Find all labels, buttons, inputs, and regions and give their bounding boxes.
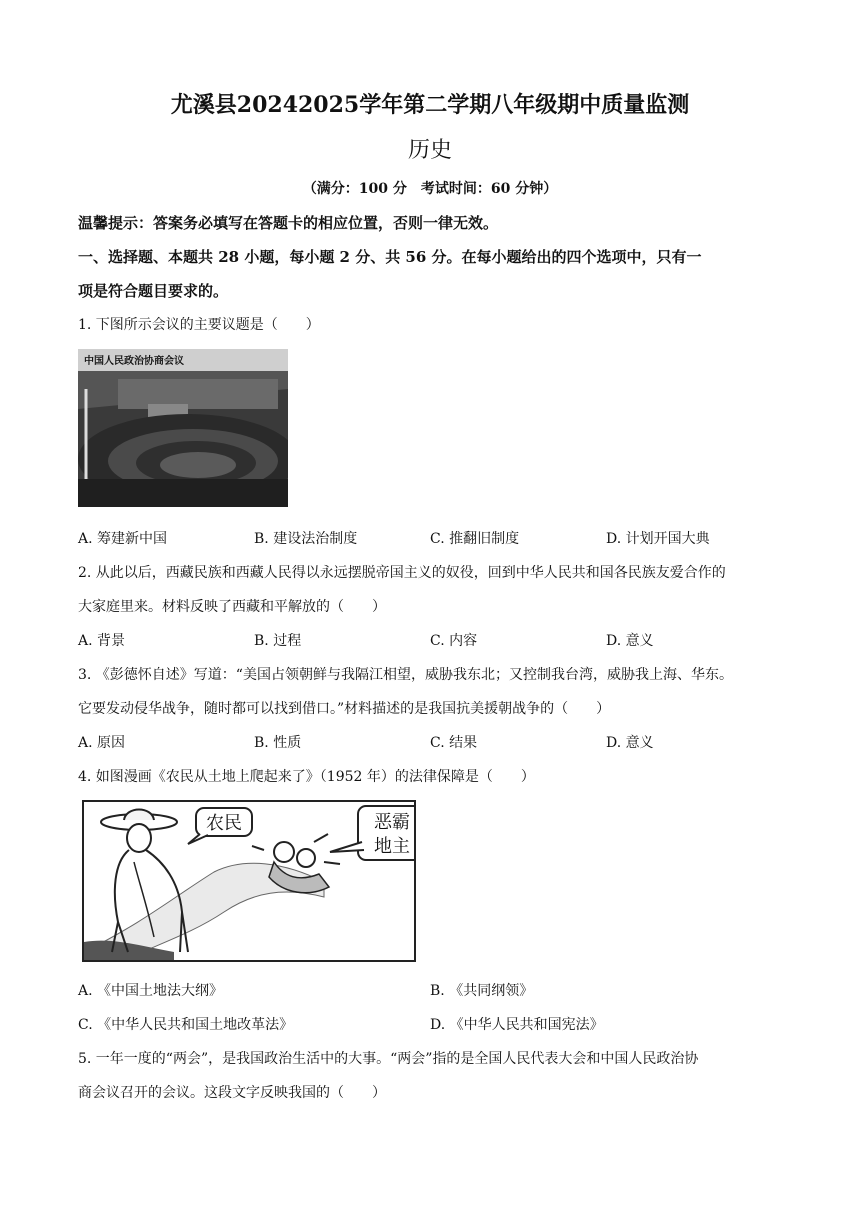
question-5-stem-line1: 5. 一年一度的“两会”，是我国政治生活中的大事。“两会”指的是全国人民代表大会和中国人民政治协 xyxy=(78,1051,699,1067)
photo-banner-text: 中国人民政治协商会议 xyxy=(84,356,184,367)
question-5-stem-line2: 商会议召开的会议。这段文字反映我国的（ ） xyxy=(78,1085,386,1101)
farmer-cartoon-illustration xyxy=(84,802,414,960)
q1-option-d: D. 计划开国大典 xyxy=(606,531,710,547)
cartoon-label-landlord: 地主 xyxy=(374,836,410,857)
q3-option-c: C. 结果 xyxy=(430,735,478,751)
question-4-cartoon xyxy=(82,800,416,962)
question-2-stem-line2: 大家庭里来。材料反映了西藏和平解放的（ ） xyxy=(78,599,386,615)
section-heading-line1: 一、选择题、本题共 28 小题，每小题 2 分、共 56 分。在每小题给出的四个选项中，只有一 xyxy=(78,248,702,266)
q3-option-b: B. 性质 xyxy=(254,735,302,751)
q2-option-a: A. 背景 xyxy=(78,633,126,649)
q3-option-d: D. 意义 xyxy=(606,735,654,751)
cartoon-label-farmer: 农民 xyxy=(206,813,242,834)
question-4-stem: 4. 如图漫画《农民从土地上爬起来了》（1952 年）的法律保障是（ ） xyxy=(78,769,535,785)
question-2-stem-line1: 2. 从此以后，西藏民族和西藏人民得以永远摆脱帝国主义的奴役，回到中华人民共和国各民族友爱合作的 xyxy=(78,565,726,581)
q4-option-a: A. 《中国土地法大纲》 xyxy=(78,983,224,999)
conference-hall-photo xyxy=(78,349,288,507)
q4-option-c: C. 《中华人民共和国土地改革法》 xyxy=(78,1017,294,1033)
question-1-photo xyxy=(78,349,288,507)
cartoon-label-bully: 恶霸 xyxy=(374,812,410,833)
notice: 温馨提示：答案务必填写在答题卡的相应位置，否则一律无效。 xyxy=(78,214,499,232)
q4-option-d: D. 《中华人民共和国宪法》 xyxy=(430,1017,604,1033)
section-heading-line2: 项是符合题目要求的。 xyxy=(78,282,229,300)
question-3-stem-line2: 它要发动侵华战争，随时都可以找到借口。”材料描述的是我国抗美援朝战争的（ ） xyxy=(78,701,611,717)
q4-option-b: B. 《共同纲领》 xyxy=(430,983,534,999)
exam-meta: （满分：100 分 考试时间：60 分钟） xyxy=(302,181,558,197)
q2-option-c: C. 内容 xyxy=(430,633,478,649)
q1-option-c: C. 推翻旧制度 xyxy=(430,531,520,547)
page-title: 尤溪县20242025学年第二学期八年级期中质量监测 xyxy=(170,92,690,118)
q1-option-b: B. 建设法治制度 xyxy=(254,531,358,547)
question-1-stem: 1. 下图所示会议的主要议题是（ ） xyxy=(78,317,320,333)
q1-option-a: A. 筹建新中国 xyxy=(78,531,168,547)
question-3-stem-line1: 3. 《彭德怀自述》写道：“美国占领朝鲜与我隔江相望，威胁我东北；又控制我台湾，威胁我上海、华东。 xyxy=(78,667,733,683)
subject-title: 历史 xyxy=(407,138,452,163)
q3-option-a: A. 原因 xyxy=(78,735,126,751)
q2-option-d: D. 意义 xyxy=(606,633,654,649)
q2-option-b: B. 过程 xyxy=(254,633,302,649)
